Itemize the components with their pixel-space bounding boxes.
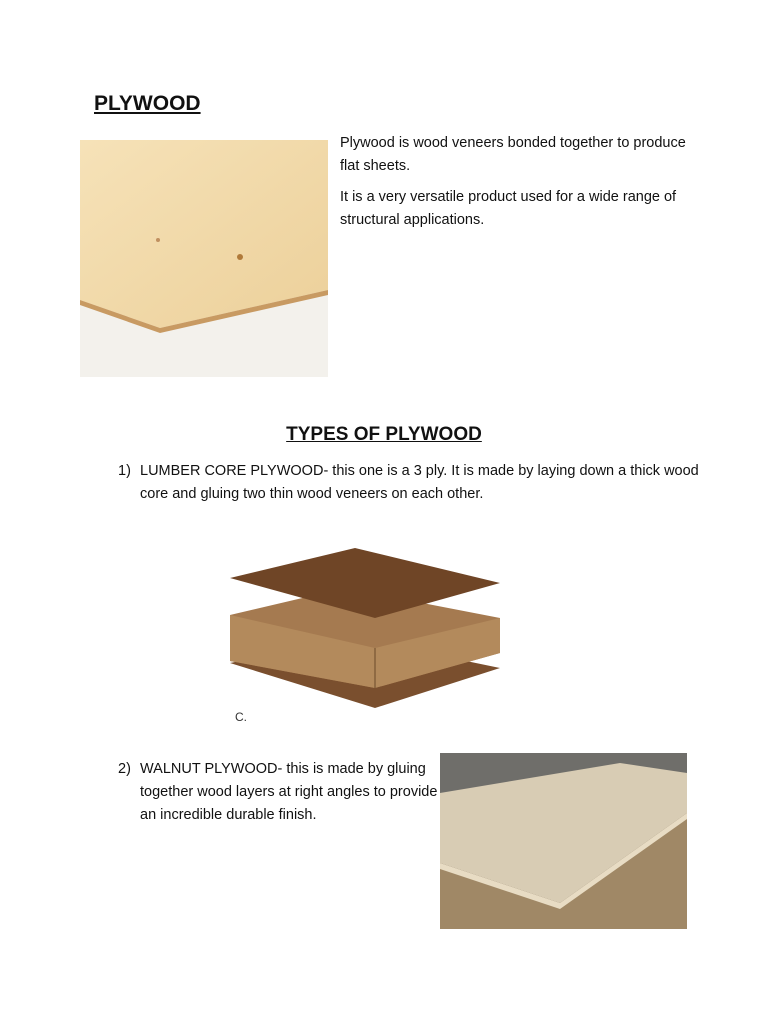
lumber-core-layers-illustration — [225, 543, 505, 728]
intro-paragraph-2: It is a very versatile product used for a wide range of structural applications. — [340, 189, 677, 228]
item-name: WALNUT PLYWOOD — [140, 761, 278, 777]
plywood-sheet-image — [80, 140, 328, 377]
list-item — [118, 460, 700, 506]
walnut-plywood-stack-illustration — [440, 753, 687, 929]
list-number: 1) — [118, 463, 131, 479]
page-title: PLYWOOD — [94, 92, 201, 115]
diagram-caption: C. — [235, 710, 247, 724]
item-name: LUMBER CORE PLYWOOD — [140, 463, 324, 479]
list-item — [118, 758, 455, 827]
lumber-core-diagram — [225, 543, 505, 728]
section-title: TYPES OF PLYWOOD — [286, 424, 482, 445]
plywood-sheet-illustration — [80, 140, 328, 377]
intro-paragraph-1: Plywood is wood veneers bonded together to produce flat sheets. — [340, 135, 686, 174]
list-number: 2) — [118, 761, 131, 777]
item-text: - this is made by gluing together wood layers at right angles to provide an incredible durable finish. — [140, 761, 438, 823]
item-text: - this one is a 3 ply. It is made by laying down a thick wood core and gluing two thin wood veneers on each other. — [140, 463, 699, 502]
walnut-plywood-photo — [440, 753, 687, 929]
